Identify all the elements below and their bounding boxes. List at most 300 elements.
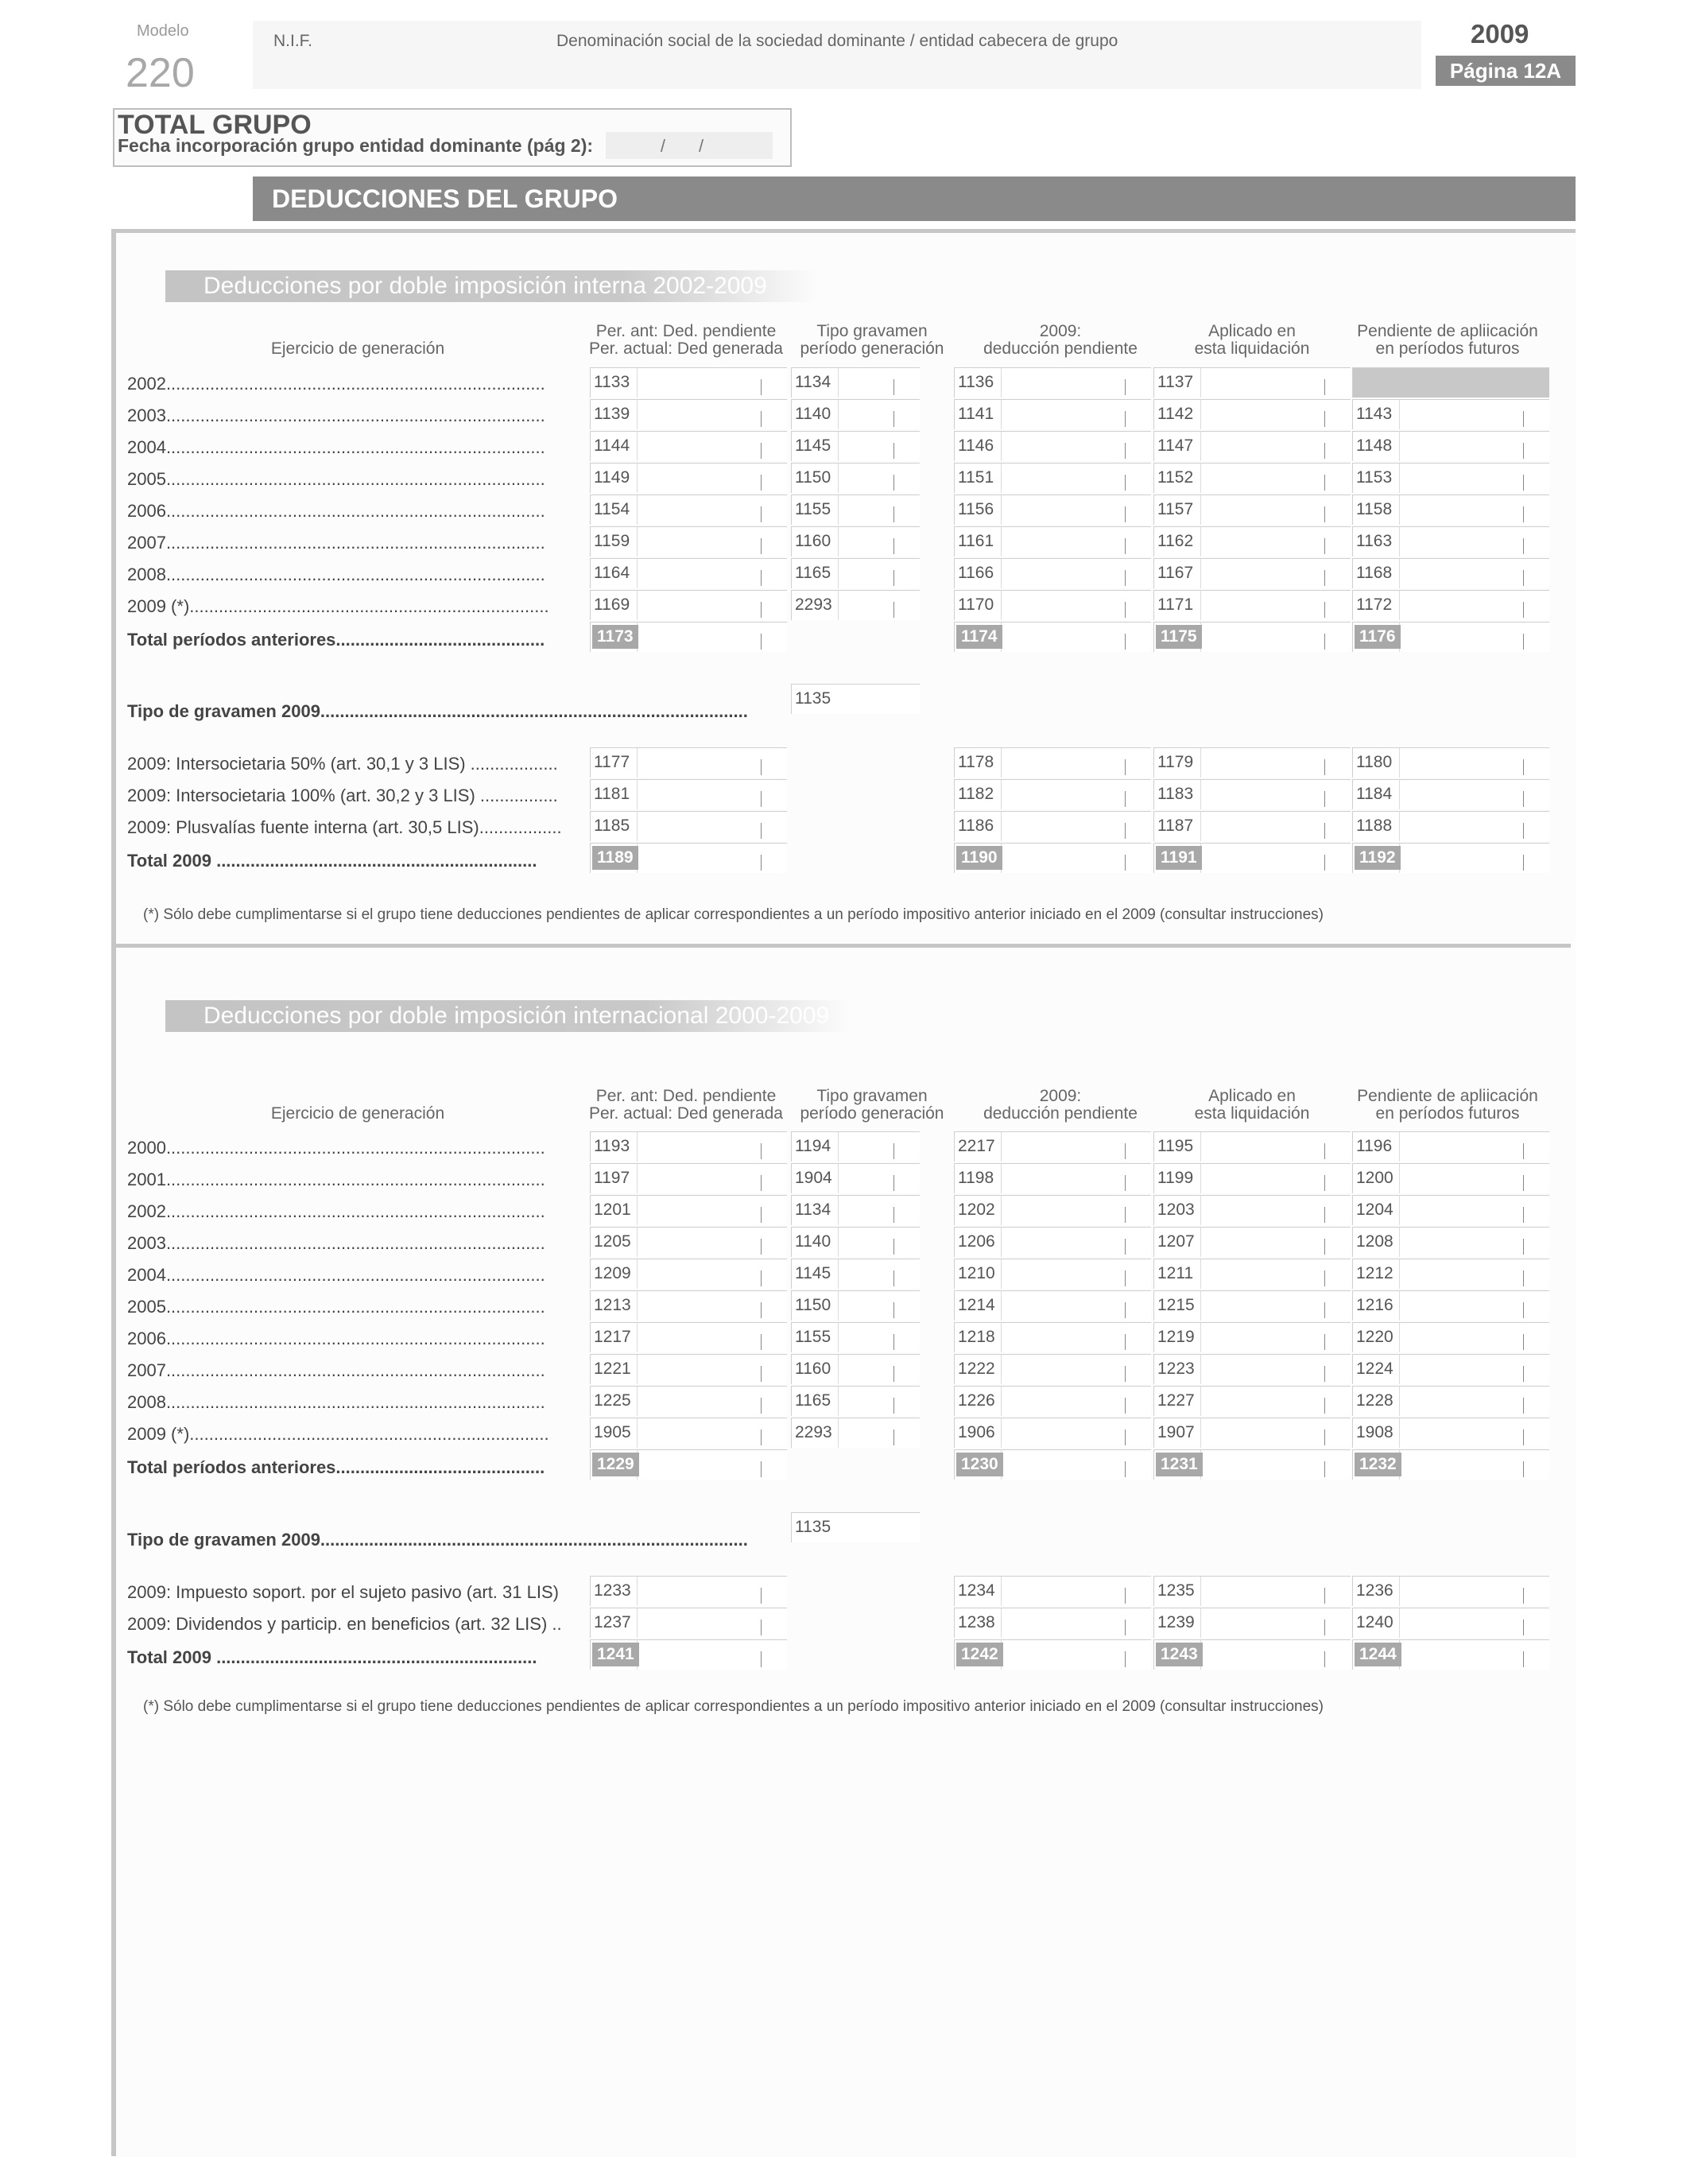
section-divider: [111, 944, 1571, 948]
section-title: Deducciones por doble imposición interna 2002-2009: [165, 270, 817, 302]
field-divider: [1001, 812, 1002, 841]
amount-field[interactable]: [590, 1354, 787, 1384]
decimal-separator: [1523, 506, 1524, 522]
decimal-separator: [1324, 855, 1325, 871]
decimal-separator: [761, 1366, 762, 1382]
amount-field[interactable]: [1352, 843, 1549, 873]
field-divider: [637, 1577, 638, 1606]
decimal-separator: [893, 1270, 894, 1286]
decimal-separator: [1523, 602, 1524, 618]
amount-field[interactable]: [1352, 590, 1549, 620]
decimal-separator: [1523, 411, 1524, 427]
amount-field[interactable]: [954, 526, 1151, 557]
amount-field[interactable]: [954, 1639, 1151, 1670]
amount-field[interactable]: [791, 1259, 920, 1289]
amount-field[interactable]: [954, 1386, 1151, 1416]
field-divider: [637, 1132, 638, 1162]
decimal-separator: [893, 602, 894, 618]
decimal-separator: [1125, 634, 1126, 650]
amount-field[interactable]: [590, 1227, 787, 1257]
decimal-separator: [1523, 1334, 1524, 1350]
box-code: 1206: [958, 1232, 995, 1251]
amount-field[interactable]: [1153, 622, 1351, 652]
denominacion-label: Denominación social de la sociedad dominante / entidad cabecera de grupo: [556, 32, 1118, 50]
decimal-separator: [1324, 1302, 1325, 1318]
box-code: 1157: [1157, 500, 1194, 518]
amount-field[interactable]: [1153, 1386, 1351, 1416]
row-label: 2005..............................................................................: [127, 469, 545, 489]
decimal-separator: [1523, 1398, 1524, 1414]
amount-field[interactable]: [1153, 1259, 1351, 1289]
amount-field[interactable]: [590, 1163, 787, 1193]
amount-field[interactable]: [1352, 1163, 1549, 1193]
box-code: 1133: [594, 373, 630, 391]
amount-field[interactable]: [590, 811, 787, 841]
box-code: 1177: [594, 753, 630, 771]
box-code: 1234: [958, 1581, 995, 1600]
decimal-separator: [1523, 1270, 1524, 1286]
decimal-separator: [1125, 379, 1126, 395]
amount-field[interactable]: [791, 1131, 920, 1162]
field-divider: [1001, 1132, 1002, 1162]
box-code: 1141: [958, 405, 994, 423]
box-code: 1219: [1157, 1328, 1195, 1346]
amount-field[interactable]: [1352, 622, 1549, 652]
row-label: Total 2009 ..................................................................: [127, 1647, 537, 1667]
field-divider: [838, 591, 839, 620]
box-code: 1243: [1156, 1643, 1203, 1666]
amount-field[interactable]: [1352, 1195, 1549, 1225]
field-divider: [1001, 368, 1002, 398]
amount-field[interactable]: [791, 1354, 920, 1384]
decimal-separator: [761, 1270, 762, 1286]
amount-field[interactable]: [1352, 367, 1549, 398]
amount-field[interactable]: [1153, 1576, 1351, 1606]
footnote: (*) Sólo debe cumplimentarse si el grupo tiene deducciones pendientes de aplicar correspondientes a un período impositivo anterior iniciado en el 2009 (consultar instrucciones): [143, 1698, 1324, 1715]
amount-field[interactable]: [1153, 1195, 1351, 1225]
field-divider: [637, 1418, 638, 1448]
amount-field[interactable]: [590, 1639, 787, 1670]
column-header-line: Pendiente de apliicación: [1357, 322, 1538, 340]
box-code: 1144: [594, 436, 630, 455]
column-header: [587, 1088, 785, 1123]
row-label: 2006..............................................................................: [127, 501, 545, 521]
amount-field[interactable]: [590, 1131, 787, 1162]
amount-field[interactable]: [954, 558, 1151, 588]
field-divider: [1399, 495, 1400, 525]
amount-field[interactable]: [1153, 1290, 1351, 1321]
amount-field[interactable]: [590, 1608, 787, 1638]
decimal-separator: [1324, 379, 1325, 395]
row-label: 2007..............................................................................: [127, 1360, 545, 1380]
amount-field[interactable]: [1352, 1418, 1549, 1448]
amount-field[interactable]: [954, 463, 1151, 493]
amount-field[interactable]: [590, 1290, 787, 1321]
field-divider: [637, 1164, 638, 1193]
amount-field[interactable]: [954, 779, 1151, 809]
box-code: 1186: [958, 817, 994, 835]
box-code: 1159: [594, 532, 630, 550]
box-code: 1228: [1356, 1391, 1393, 1410]
field-divider: [838, 559, 839, 588]
decimal-separator: [1125, 1366, 1126, 1382]
decimal-separator: [1523, 443, 1524, 459]
amount-field[interactable]: [954, 399, 1151, 429]
amount-field[interactable]: [1352, 495, 1549, 525]
box-code: 1218: [958, 1328, 995, 1346]
decimal-separator: [1125, 791, 1126, 807]
field-divider: [1001, 432, 1002, 461]
box-code: 1146: [958, 436, 994, 455]
field-divider: [1200, 748, 1201, 778]
field-divider: [637, 812, 638, 841]
box-code: 1194: [795, 1137, 831, 1155]
decimal-separator: [1125, 506, 1126, 522]
decimal-separator: [1324, 1239, 1325, 1255]
amount-field[interactable]: [954, 843, 1151, 873]
box-code: 1202: [958, 1201, 995, 1219]
decimal-separator: [1125, 1207, 1126, 1223]
amount-field[interactable]: [1352, 779, 1549, 809]
amount-field[interactable]: [954, 367, 1151, 398]
amount-field[interactable]: [791, 495, 920, 525]
box-code: 1201: [594, 1201, 631, 1219]
amount-field[interactable]: [1352, 1227, 1549, 1257]
field-divider: [1001, 1291, 1002, 1321]
column-header-line: Aplicado en: [1208, 1087, 1296, 1105]
box-code: 1135: [795, 689, 831, 708]
amount-field[interactable]: [1153, 463, 1351, 493]
field-divider: [1200, 1418, 1201, 1448]
amount-field[interactable]: [791, 1322, 920, 1352]
row-label: Total períodos anteriores...........................................: [127, 630, 545, 650]
box-code: 1168: [1356, 564, 1393, 582]
column-header-line: deducción pendiente: [983, 1104, 1138, 1123]
field-divider: [838, 432, 839, 461]
amount-field[interactable]: [1352, 747, 1549, 778]
field-divider: [1200, 400, 1201, 429]
decimal-separator: [1125, 538, 1126, 554]
amount-field[interactable]: [1153, 779, 1351, 809]
column-header-line: 2009:: [1039, 1087, 1082, 1105]
amount-field[interactable]: [954, 1449, 1151, 1480]
page-badge: Página 12A: [1436, 56, 1576, 86]
decimal-separator: [1125, 570, 1126, 586]
field-divider: [1001, 1259, 1002, 1289]
amount-field[interactable]: [1352, 1576, 1549, 1606]
amount-field[interactable]: [954, 747, 1151, 778]
amount-field[interactable]: [590, 622, 787, 652]
box-code: 1160: [795, 532, 831, 550]
field-divider: [1399, 432, 1400, 461]
field-divider: [637, 527, 638, 557]
amount-field[interactable]: [1352, 526, 1549, 557]
amount-field[interactable]: [1153, 747, 1351, 778]
field-divider: [637, 559, 638, 588]
amount-field[interactable]: [791, 1512, 920, 1542]
box-code: 1210: [958, 1264, 995, 1282]
field-divider: [1001, 559, 1002, 588]
field-divider: [637, 400, 638, 429]
field-divider: [637, 1323, 638, 1352]
field-divider: [637, 1196, 638, 1225]
amount-field[interactable]: [590, 1259, 787, 1289]
amount-field[interactable]: [1153, 1354, 1351, 1384]
amount-field[interactable]: [954, 1259, 1151, 1289]
amount-field[interactable]: [954, 1227, 1151, 1257]
amount-field[interactable]: [954, 1195, 1151, 1225]
amount-field[interactable]: [791, 1418, 920, 1448]
amount-field[interactable]: [590, 1418, 787, 1448]
field-divider: [1200, 1196, 1201, 1225]
amount-field[interactable]: [1352, 1608, 1549, 1638]
field-divider: [637, 591, 638, 620]
decimal-separator: [761, 759, 762, 775]
amount-field[interactable]: [954, 811, 1151, 841]
amount-field[interactable]: [791, 1290, 920, 1321]
box-code: 1166: [958, 564, 994, 582]
amount-field[interactable]: [954, 495, 1151, 525]
amount-field[interactable]: [1153, 1449, 1351, 1480]
box-code: 1151: [958, 468, 994, 487]
decimal-separator: [1324, 1588, 1325, 1604]
amount-field[interactable]: [1153, 1131, 1351, 1162]
box-code: 1233: [594, 1581, 631, 1600]
amount-field[interactable]: [590, 1576, 787, 1606]
field-divider: [838, 527, 839, 557]
amount-field[interactable]: [1153, 843, 1351, 873]
amount-field[interactable]: [1153, 811, 1351, 841]
amount-field[interactable]: [954, 1354, 1151, 1384]
amount-field[interactable]: [590, 399, 787, 429]
amount-field[interactable]: [1352, 1354, 1549, 1384]
decimal-separator: [761, 570, 762, 586]
amount-field[interactable]: [954, 1290, 1151, 1321]
amount-field[interactable]: [1352, 463, 1549, 493]
box-code: 1239: [1157, 1613, 1195, 1631]
decimal-separator: [893, 443, 894, 459]
field-divider: [1399, 1228, 1400, 1257]
box-code: 1149: [594, 468, 630, 487]
amount-field[interactable]: [1153, 399, 1351, 429]
box-code: 1181: [594, 785, 630, 803]
decimal-separator: [1125, 1302, 1126, 1318]
amount-field[interactable]: [954, 622, 1151, 652]
amount-field[interactable]: [1352, 1386, 1549, 1416]
box-code: 1235: [1157, 1581, 1195, 1600]
amount-field[interactable]: [1153, 1322, 1351, 1352]
column-header-line: Ejercicio de generación: [270, 339, 445, 358]
amount-field[interactable]: [1153, 1418, 1351, 1448]
amount-field[interactable]: [954, 1418, 1151, 1448]
row-label: 2008..............................................................................: [127, 564, 545, 584]
field-divider: [637, 1259, 638, 1289]
amount-field[interactable]: [1153, 1163, 1351, 1193]
box-code: 1152: [1157, 468, 1194, 487]
amount-field[interactable]: [1352, 1449, 1549, 1480]
amount-field[interactable]: [791, 1195, 920, 1225]
decimal-separator: [893, 1429, 894, 1445]
amount-field[interactable]: [1153, 495, 1351, 525]
decimal-separator: [893, 506, 894, 522]
field-divider: [637, 1291, 638, 1321]
amount-field[interactable]: [791, 463, 920, 493]
amount-field[interactable]: [590, 463, 787, 493]
column-header-line: Per. ant: Ded. pendiente: [595, 1087, 777, 1105]
field-divider: [1200, 432, 1201, 461]
amount-field[interactable]: [590, 558, 787, 588]
decimal-separator: [1125, 411, 1126, 427]
box-code: 1192: [1355, 846, 1401, 870]
amount-field[interactable]: [954, 590, 1151, 620]
box-code: 1200: [1356, 1169, 1393, 1187]
field-divider: [1001, 780, 1002, 809]
amount-field[interactable]: [791, 1163, 920, 1193]
field-divider: [1399, 559, 1400, 588]
field-divider: [838, 368, 839, 398]
amount-field[interactable]: [954, 1608, 1151, 1638]
field-divider: [1399, 1132, 1400, 1162]
amount-field[interactable]: [1352, 811, 1549, 841]
row-label: 2004..............................................................................: [127, 437, 545, 457]
field-divider: [637, 748, 638, 778]
box-code: 1154: [594, 500, 630, 518]
row-label: 2002..............................................................................: [127, 1201, 545, 1221]
column-header-line: Ejercicio de generación: [270, 1104, 445, 1123]
box-code: 1174: [956, 625, 1002, 649]
amount-field[interactable]: [791, 558, 920, 588]
decimal-separator: [1523, 1588, 1524, 1604]
box-code: 1185: [594, 817, 630, 835]
decimal-separator: [761, 1429, 762, 1445]
amount-field[interactable]: [1153, 526, 1351, 557]
box-code: 1197: [594, 1169, 630, 1187]
amount-field[interactable]: [1153, 1227, 1351, 1257]
amount-field[interactable]: [1153, 590, 1351, 620]
decimal-separator: [893, 1175, 894, 1191]
header-id-box[interactable]: [253, 21, 1421, 89]
amount-field[interactable]: [954, 1163, 1151, 1193]
amount-field[interactable]: [791, 431, 920, 461]
amount-field[interactable]: [1153, 558, 1351, 588]
field-divider: [1200, 464, 1201, 493]
decimal-separator: [893, 379, 894, 395]
field-divider: [1001, 400, 1002, 429]
amount-field[interactable]: [590, 526, 787, 557]
amount-field[interactable]: [791, 367, 920, 398]
amount-field[interactable]: [590, 1195, 787, 1225]
field-divider: [637, 368, 638, 398]
amount-field[interactable]: [954, 1576, 1151, 1606]
box-code: 1907: [1157, 1423, 1195, 1441]
decimal-separator: [761, 538, 762, 554]
decimal-separator: [761, 1588, 762, 1604]
amount-field[interactable]: [791, 590, 920, 620]
decimal-separator: [761, 602, 762, 618]
amount-field[interactable]: [590, 431, 787, 461]
decimal-separator: [761, 1651, 762, 1667]
frame-left-border: [111, 229, 116, 2156]
box-code: 1191: [1156, 846, 1202, 870]
field-divider: [1001, 1323, 1002, 1352]
amount-field[interactable]: [791, 684, 920, 714]
field-divider: [838, 400, 839, 429]
box-code: 1227: [1157, 1391, 1195, 1410]
amount-field[interactable]: [590, 590, 787, 620]
amount-field[interactable]: [1352, 558, 1549, 588]
decimal-separator: [1324, 1620, 1325, 1635]
field-divider: [1399, 1323, 1400, 1352]
amount-field[interactable]: [954, 1131, 1151, 1162]
decimal-separator: [893, 538, 894, 554]
amount-field[interactable]: [791, 526, 920, 557]
amount-field[interactable]: [1352, 399, 1549, 429]
box-code: 1164: [594, 564, 630, 582]
decimal-separator: [1125, 855, 1126, 871]
box-code: 1229: [592, 1453, 639, 1476]
row-label: Tipo de gravamen 2009........................................................................................: [127, 1530, 748, 1550]
amount-field[interactable]: [590, 1322, 787, 1352]
amount-field[interactable]: [590, 779, 787, 809]
amount-field[interactable]: [590, 367, 787, 398]
box-code: 1178: [958, 753, 994, 771]
box-code: 1199: [1157, 1169, 1194, 1187]
amount-field[interactable]: [954, 1322, 1151, 1352]
decimal-separator: [1324, 1270, 1325, 1286]
column-header-line: esta liquidación: [1194, 339, 1310, 358]
amount-field[interactable]: [1352, 1259, 1549, 1289]
decimal-separator: [1523, 1302, 1524, 1318]
column-header-line: 2009:: [1039, 322, 1082, 340]
column-header: [1349, 323, 1546, 358]
amount-field[interactable]: [1352, 1639, 1549, 1670]
fecha-incorporacion-field[interactable]: / /: [606, 132, 773, 159]
decimal-separator: [1523, 823, 1524, 839]
decimal-separator: [761, 506, 762, 522]
field-divider: [838, 495, 839, 525]
amount-field[interactable]: [1352, 1322, 1549, 1352]
amount-field[interactable]: [590, 495, 787, 525]
amount-field[interactable]: [1153, 1608, 1351, 1638]
box-code: 1232: [1355, 1453, 1401, 1476]
decimal-separator: [761, 823, 762, 839]
row-label: 2000..............................................................................: [127, 1138, 545, 1158]
amount-field[interactable]: [791, 399, 920, 429]
amount-field[interactable]: [954, 431, 1151, 461]
field-divider: [1001, 1577, 1002, 1606]
field-divider: [1200, 1164, 1201, 1193]
amount-field[interactable]: [1153, 1639, 1351, 1670]
decimal-separator: [893, 1334, 894, 1350]
amount-field[interactable]: [590, 1386, 787, 1416]
decimal-separator: [1523, 1461, 1524, 1477]
amount-field[interactable]: [590, 1449, 787, 1480]
box-code: 1150: [795, 1296, 831, 1314]
box-code: 1143: [1356, 405, 1393, 423]
box-code: 1175: [1156, 625, 1202, 649]
amount-field[interactable]: [1153, 367, 1351, 398]
field-divider: [1399, 1196, 1400, 1225]
amount-field[interactable]: [1352, 1290, 1549, 1321]
amount-field[interactable]: [791, 1227, 920, 1257]
amount-field[interactable]: [791, 1386, 920, 1416]
amount-field[interactable]: [590, 747, 787, 778]
amount-field[interactable]: [1352, 1131, 1549, 1162]
amount-field[interactable]: [1153, 431, 1351, 461]
decimal-separator: [1125, 1398, 1126, 1414]
amount-field[interactable]: [590, 843, 787, 873]
amount-field[interactable]: [1352, 431, 1549, 461]
